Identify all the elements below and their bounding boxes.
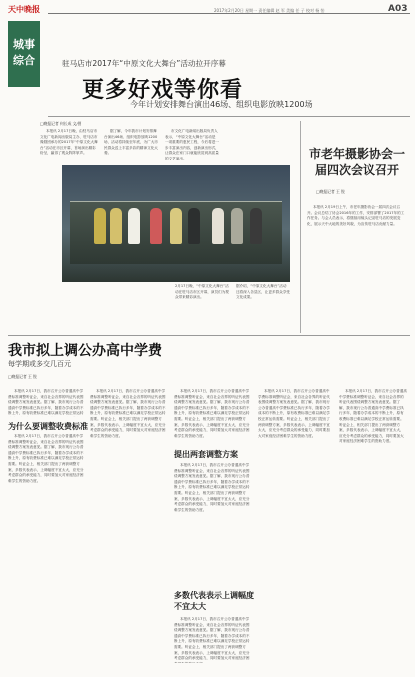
performer-figure (110, 208, 122, 244)
section-label-line-2: 综合 (13, 54, 35, 67)
bottom-byline: □晚报记者 王 锐 (8, 374, 37, 379)
bottom-section-title: 我市拟上调公办高中学费 (8, 343, 162, 359)
bottom-body-col-1b: 本报讯 2月17日，我市召开公办普通高中学费标准调整听证会，来自社会各界的听证代表围绕调整方案发表意见。据了解，我市现行公办普通高中学费标准已执行多年，随着办学成本的不断上升，原有收费标准已难以满足学校正常运转需要。听证会上，相关部门提出了两套调整方案，多数代表表示，上调幅度不宜太大，应充分考虑群众的承受能力，同时要加大对家庭经济困难学生的资助力度。 (8, 434, 84, 483)
bottom-body-col-1: 本报讯 2月17日，我市召开公办普通高中学费标准调整听证会，来自社会各界的听证代表围绕调整方案发表意见。据了解，我市现行公办普通高中学费标准已执行多年，随着办学成本的不断上升，原有收费标准已难以满足学校正常运转 (8, 389, 84, 416)
performer-figure (188, 208, 200, 244)
main-column-3 (165, 129, 219, 160)
performer-figure (94, 208, 106, 244)
section-label (8, 21, 40, 87)
newspaper-logo: 天中晚报 (8, 4, 40, 14)
main-paragraph-3: 市文化广电新闻出版局负责人表示，“中原文化大舞台”活动是一项重要的惠民工程，今后将进一步丰富演出内容，创新演出形式，让群众在家门口就能欣赏到高质量的文艺演出。 (165, 129, 219, 160)
column-divider (300, 121, 301, 333)
main-paragraph-2: 据了解，今年我市计划安排舞台演出46场、组织电影放映1200场，活动将持续至年底，为广大市民群众送上丰富多彩的精神文化大餐。 (104, 129, 158, 156)
performer-figure (128, 208, 140, 244)
stage-photo (62, 165, 290, 282)
section-divider (8, 335, 410, 336)
main-headline: 更多好戏等你看 (82, 77, 244, 103)
bottom-subhead-3: 多数代表表示上调幅度不宜太大 (174, 591, 254, 611)
headline-rule (48, 116, 410, 117)
photo-caption-2: 据介绍，“中原文化大舞台”活动还将深入各县区，让更多群众享受文化成果。 (236, 284, 290, 300)
performer-figure (231, 208, 243, 244)
bottom-body-col-3b: 本报讯 2月17日，我市召开公办普通高中学费标准调整听证会，来自社会各界的听证代表围绕调整方案发表意见。据了解，我市现行公办普通高中学费标准已执行多年，随着办学成本的不断上升，原有收费标准已难以满足学校正常运转需要。听证会上，相关部门提出了两套调整方案，多数代表表示，上调幅度不宜太大，应充分考虑群众的承受能力，同时要加大对家庭经济困难学生的资助力度。 (174, 463, 250, 512)
bottom-subhead-1: 为什么要调整收费标准 (8, 422, 88, 431)
performer-figure (212, 208, 224, 244)
performer-figure (150, 208, 162, 244)
performer-figure (250, 208, 262, 244)
bottom-body-col-5: 本报讯 2月17日，我市召开公办普通高中学费标准调整听证会，来自社会各界的听证代表围绕调整方案发表意见。据了解，我市现行公办普通高中学费标准已执行多年，随着办学成本的不断上升，原有收费标准已难以满足学校正常运转需要。听证会上，相关部门提出了两套调整方案，多数代表表示，上调幅度不宜太大，应充分考虑群众的承受能力，同时要加大对家庭经济困难学生的资助力度。 (339, 389, 407, 444)
main-kicker: 驻马店市2017年“中原文化大舞台”活动拉开序幕 (62, 59, 226, 68)
main-column-2 (104, 129, 158, 160)
main-paragraph-1: 本报讯 2月17日晚，由驻马店市文化广电新闻出版局主办、驻马店市豫剧团承办的2017年“中原文化大舞台”活动在市区开幕，首场演出精彩纷呈，赢得了观众阵阵掌声。 (40, 129, 98, 156)
bottom-subtitle: 每学期或多交几百元 (8, 360, 71, 368)
bottom-body-col-3c: 本报讯 2月17日，我市召开公办普通高中学费标准调整听证会，来自社会各界的听证代表围绕调整方案发表意见。据了解，我市现行公办普通高中学费标准已执行多年，随着办学成本的不断上升，原有收费标准已难以满足学校正常运转需要。听证会上，相关部门提出了两套调整方案，多数代表表示，上调幅度不宜太大，应充分考虑群众的承受能力，同时要加大对家庭经济困 (174, 617, 250, 661)
date-line: 2017年2月20日 星期一 责任编辑 赵 军 美编 任 子 校对 杨 怡 (214, 8, 325, 13)
bottom-subhead-2: 提出两套调整方案 (174, 450, 238, 459)
bottom-body-col-2: 本报讯 2月17日，我市召开公办普通高中学费标准调整听证会，来自社会各界的听证代表围绕调整方案发表意见。据了解，我市现行公办普通高中学费标准已执行多年，随着办学成本的不断上升，原有收费标准已难以满足学校正常运转需要。听证会上，相关部门提出了两套调整方案，多数代表表示，上调幅度不宜太大，应充分考虑群众的承受能力，同时要加大对家庭经济困难学生的资助力度。 (90, 389, 166, 438)
photo-caption-1: 2月17日晚，“中原文化大舞台”活动在驻马店市区开幕，演员们为观众带来精彩演出。 (175, 284, 229, 300)
side-byline: □晚报记者 王 锐 (316, 189, 345, 194)
bottom-body-col-3: 本报讯 2月17日，我市召开公办普通高中学费标准调整听证会，来自社会各界的听证代表围绕调整方案发表意见。据了解，我市现行公办普通高中学费标准已执行多年，随着办学成本的不断上升，原有收费标准已难以满足学校正常运转需要。听证会上，相关部门提出了两套调整方案，多数代表表示，上调幅度不宜太大，应充分考虑群众的承受能力，同时要加大对家庭经济困难学生的资助力度。 (174, 389, 250, 438)
section-label-line-1: 城事 (13, 38, 35, 51)
main-byline: □晚报记者 何长成 文/图 (40, 121, 82, 126)
main-column-1 (40, 129, 98, 160)
page-number: A03 (388, 4, 408, 14)
bottom-body-col-4: 本报讯 2月17日，我市召开公办普通高中学费标准调整听证会，来自社会各界的听证代表围绕调整方案发表意见。据了解，我市现行公办普通高中学费标准已执行多年，随着办学成本的不断上升，原有收费标准已难以满足学校正常运转需要。听证会上，相关部门提出了两套调整方案，多数代表表示，上调幅度不宜太大，应充分考虑群众的承受能力，同时要加大对家庭经济困难学生的资助力度。 (258, 389, 330, 438)
main-subhead: 今年计划安排舞台演出46场、组织电影放映1200场 (130, 100, 313, 109)
side-article-title: 市老年摄影协会一届四次会议召开 (308, 147, 405, 177)
side-article-body: 本报讯 2月19日上午，市老年摄影协会一届四次会议召开。会议总结了协会2016年的工作，安排部署了2017年的工作任务。与会人员表示，将继续用镜头记录驻马店的发展变化，展示天中大地的美好风貌，为宣传驻马店贡献力量。 (307, 205, 405, 226)
performer-figure (170, 208, 182, 244)
